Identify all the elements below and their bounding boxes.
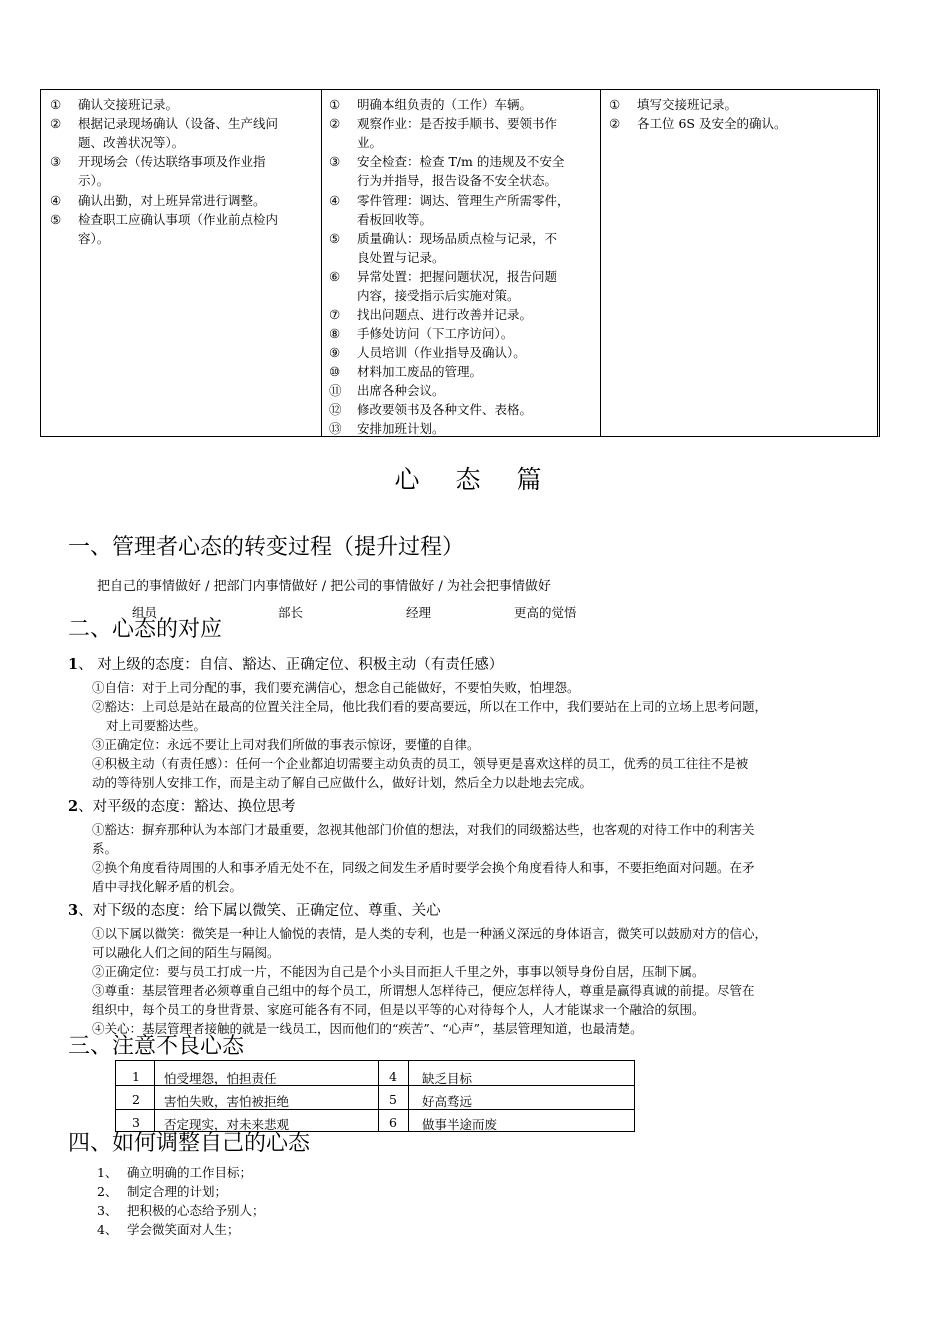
paragraph-line: 组织中，每个员工的身世背景、家庭可能各有不同，但是以平等的心对待每个人，人才能谋求一个融洽的氛围。 xyxy=(92,1002,705,1017)
paragraph-line: 系。 xyxy=(92,841,118,856)
item-text: 手修处访问（下工序访问）。 xyxy=(357,326,514,341)
table-cell: 3 xyxy=(132,1115,140,1130)
item-text: 根据记录现场确认（设备、生产线问 题、改善状况等）。 xyxy=(78,116,279,150)
item-number: ③ xyxy=(329,154,341,169)
subsection-number: 3 xyxy=(68,902,79,919)
paragraph-line: 对上司要豁达些。 xyxy=(106,718,207,733)
role-label: 部长 xyxy=(278,605,304,620)
item-text: 异常处置：把握问题状况，报告问题 内容，接受指示后实施对策。 xyxy=(357,269,558,303)
list-item xyxy=(97,1201,265,1219)
list-text: 学会微笑面对人生； xyxy=(127,1222,240,1237)
item-number: ⑤ xyxy=(329,231,341,246)
item-number: ⑪ xyxy=(329,383,342,398)
list-number: 2、 xyxy=(97,1184,118,1199)
paragraph-line: ①以下属以微笑：微笑是一种让人愉悦的表情，是人类的专利，也是一种涵义深远的身体语言，微笑可以鼓励对方的信心， xyxy=(92,926,768,941)
duty-column-3 xyxy=(600,90,878,436)
table-cell: 做事半途而废 xyxy=(422,1117,498,1132)
section-2-title: 二、心态的对应 xyxy=(68,617,223,642)
item-number: ① xyxy=(329,97,341,112)
item-text: 确认出勤，对上班异常进行调整。 xyxy=(78,193,266,208)
bad-mindset-table xyxy=(115,1060,635,1132)
table-divider xyxy=(154,1061,155,1131)
item-number: ① xyxy=(50,97,62,112)
paragraph-line: ④关心：基层管理者接触的就是一线员工，因而他们的“疾苦”、“心声”，基层管理知道，也最清楚。 xyxy=(92,1021,643,1036)
paragraph-line: 盾中寻找化解矛盾的机会。 xyxy=(92,879,243,894)
item-text: 质量确认：现场品质点检与记录，不 良处置与记录。 xyxy=(357,231,558,265)
item-number: ⑧ xyxy=(329,326,341,341)
item-text: 安全检查：检查 T/m 的违规及不安全 行为并指导，报告设备不安全状态。 xyxy=(357,154,565,188)
item-text: 找出问题点、进行改善并记录。 xyxy=(357,307,533,322)
paragraph-line: ③正确定位：永远不要让上司对我们所做的事表示惊讶，要懂的自律。 xyxy=(92,737,480,752)
list-number: 1、 xyxy=(97,1165,118,1180)
paragraph-line: 可以融化人们之间的陌生与隔阂。 xyxy=(92,945,280,960)
part-title: 心 态 篇 xyxy=(394,465,556,494)
table-cell: 2 xyxy=(132,1092,140,1107)
list-item xyxy=(97,1182,228,1200)
item-number: ① xyxy=(609,97,621,112)
subsection-title: 、 对上级的态度：自信、豁达、正确定位、积极主动（有责任感） xyxy=(78,657,504,673)
item-number: ⑨ xyxy=(329,345,341,360)
section-3-title: 三、注意不良心态 xyxy=(68,1034,245,1059)
paragraph-line: ②换个角度看待周围的人和事矛盾无处不在，同级之间发生矛盾时要学会换个角度看待人和事，不要拒绝面对问题。在矛 xyxy=(92,860,755,875)
table-divider xyxy=(378,1061,379,1131)
item-text: 确认交接班记录。 xyxy=(78,97,179,112)
table-cell: 5 xyxy=(389,1092,397,1107)
duty-column-2 xyxy=(321,90,601,436)
item-number: ② xyxy=(609,116,621,131)
role-label: 组员 xyxy=(132,605,158,620)
item-number: ④ xyxy=(329,193,341,208)
list-item xyxy=(97,1220,240,1238)
item-text: 材料加工废品的管理。 xyxy=(357,364,483,379)
item-number: ② xyxy=(50,116,62,131)
list-text: 把积极的心态给予别人； xyxy=(127,1203,265,1218)
table-cell: 1 xyxy=(132,1069,140,1084)
role-label: 更高的觉悟 xyxy=(514,605,577,620)
item-text: 开现场会（传达联络事项及作业指 示）。 xyxy=(78,154,266,188)
subsection-superiors xyxy=(68,653,503,674)
table-cell: 缺乏目标 xyxy=(422,1071,473,1086)
item-number: ② xyxy=(329,116,341,131)
table-cell: 4 xyxy=(389,1069,397,1084)
list-number: 3、 xyxy=(97,1203,118,1218)
table-cell: 害怕失败，害怕被拒绝 xyxy=(164,1094,290,1109)
progression-line: 把自己的事情做好 / 把部门内事情做好 / 把公司的事情做好 / 为社会把事情做好 xyxy=(97,579,551,594)
item-number: ⑫ xyxy=(329,402,342,417)
item-number: ③ xyxy=(50,154,62,169)
item-number: ⑤ xyxy=(50,212,62,227)
item-text: 零件管理：调达、管理生产所需零件， 看板回收等。 xyxy=(357,193,570,227)
paragraph-line: ②豁达：上司总是站在最高的位置关注全局，他比我们看的要高要远，所以在工作中，我们要站在上司的立场上思考问题， xyxy=(92,699,768,714)
table-divider xyxy=(408,1061,409,1131)
item-text: 观察作业：是否按手顺书、要领书作 业。 xyxy=(357,116,558,150)
paragraph-line: 动的等待别人安排工作，而是主动了解自己应做什么，做好计划，然后全力以赴地去完成。 xyxy=(92,775,593,790)
item-text: 修改要领书及各种文件、表格。 xyxy=(357,402,533,417)
list-number: 4、 xyxy=(97,1222,118,1237)
item-number: ④ xyxy=(50,193,62,208)
section-1-title: 一、管理者心态的转变过程（提升过程） xyxy=(68,535,465,560)
table-cell: 6 xyxy=(389,1115,397,1130)
role-label: 经理 xyxy=(406,605,432,620)
item-text: 出席各种会议。 xyxy=(357,383,445,398)
duty-column-1 xyxy=(41,90,322,436)
paragraph-line: ④积极主动（有责任感）：任何一个企业都迫切需要主动负责的员工，领导更是喜欢这样的员工，优秀的员工往往不是被 xyxy=(92,756,749,771)
item-number: ⑦ xyxy=(329,307,341,322)
item-text: 人员培训（作业指导及确认）。 xyxy=(357,345,526,360)
table-cell: 好高骛远 xyxy=(422,1094,473,1109)
paragraph-line: ①自信：对于上司分配的事，我们要充满信心，想念自己能做好，不要怕失败，怕埋怨。 xyxy=(92,680,580,695)
paragraph-line: ②正确定位：要与员工打成一片，不能因为自己是个小头目而拒人千里之外，事事以领导身份自居，压制下属。 xyxy=(92,964,705,979)
item-text: 明确本组负责的（工作）车辆。 xyxy=(357,97,533,112)
subsection-peers xyxy=(68,795,296,816)
item-text: 检查职工应确认事项（作业前点检内 容）。 xyxy=(78,212,279,246)
subsection-subordinates xyxy=(68,899,441,920)
table-cell: 怕受埋怨，怕担责任 xyxy=(164,1071,277,1086)
item-text: 填写交接班记录。 xyxy=(637,97,738,112)
item-number: ⑬ xyxy=(329,421,342,436)
list-item xyxy=(97,1163,253,1181)
item-text: 安排加班计划。 xyxy=(357,421,445,436)
list-text: 制定合理的计划； xyxy=(127,1184,228,1199)
duty-table xyxy=(40,89,880,437)
paragraph-line: ①豁达：摒弃那种认为本部门才最重要，忽视其他部门价值的想法，对我们的同级豁达些，也客观的对待工作中的利害关 xyxy=(92,822,755,837)
list-text: 确立明确的工作目标； xyxy=(127,1165,253,1180)
item-text: 各工位 6S 及安全的确认。 xyxy=(637,116,787,131)
item-number: ⑩ xyxy=(329,364,341,379)
item-number: ⑥ xyxy=(329,269,341,284)
table-cell: 否定现实，对未来悲观 xyxy=(164,1117,290,1132)
section-4-title: 四、如何调整自己的心态 xyxy=(68,1131,311,1156)
paragraph-line: ③尊重：基层管理者必须尊重自己组中的每个员工，所谓想人怎样待己，便应怎样待人，尊重是赢得真诚的前提。尽管在 xyxy=(92,983,755,998)
subsection-title: 、对下级的态度：给下属以微笑、正确定位、尊重、关心 xyxy=(78,903,441,919)
subsection-number: 2 xyxy=(68,798,79,815)
subsection-number: 1 xyxy=(68,656,79,673)
subsection-title: 、对平级的态度：豁达、换位思考 xyxy=(78,799,296,815)
